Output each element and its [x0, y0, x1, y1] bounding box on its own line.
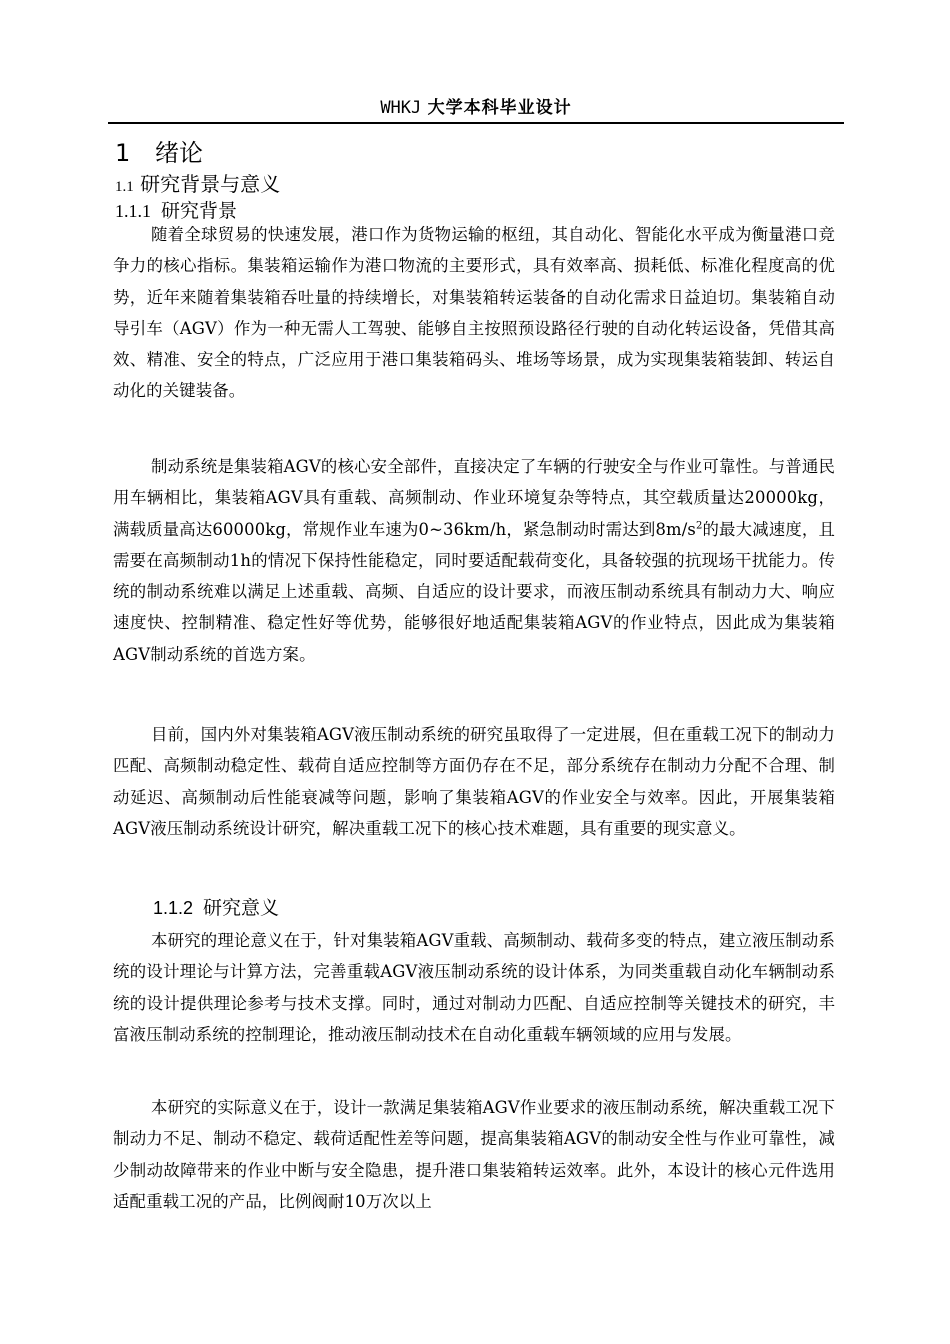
- subsection-number: 1.1.1: [115, 201, 151, 221]
- paragraph-background-2: [113, 451, 835, 670]
- section-number: 1.1: [115, 179, 134, 195]
- subsection-title: 研究背景: [161, 200, 238, 222]
- superscript: 2: [695, 520, 703, 532]
- subsection-heading-significance: [153, 893, 279, 923]
- subsection-title: 研究意义: [203, 897, 280, 919]
- paragraph-background-1: 随着全球贸易的快速发展，港口作为货物运输的枢纽，其自动化、智能化水平成为衡量港口竞争力的核心指标。集装箱运输作为港口物流的主要形式，具有效率高、损耗低、标准化程度高的优势，近年来随着集装箱吞吐量的持续增长，对集装箱转运装备的自动化需求日益迫切。集装箱自动导引车（AGV）作为一种无需人工驾驶、能够自主按照预设路径行驶的自动化转运设备，凭借其高效、精准、安全的特点，广泛应用于港口集装箱码头、堆场等场景，成为实现集装箱装卸、转运自动化的关键装备。: [113, 225, 835, 401]
- paragraph-text: 的最大减速度，且需要在高频制动1h的情况下保持性能稳定，同时要适配载荷变化，具备较强的抗现场干扰能力。传统的制动系统难以满足上述重载、高频、自适应的设计要求，而液压制动系统具有制动力大、响应速度快、控制精准、稳定性好等优势，能够很好地适配集装箱AGV的作业特点，因此成为集装箱AGV制动系统的首选方案。: [113, 519, 835, 664]
- paragraph-significance-2: 本研究的实际意义在于，设计一款满足集装箱AGV作业要求的液压制动系统，解决重载工况下制动力不足、制动不稳定、载荷适配性差等问题，提高集装箱AGV的制动安全性与作业可靠性，减少制动故障带来的作业中断与安全隐患，提升港口集装箱转运效率。此外，本设计的核心元件选用适配重载工况的产品，比例阀耐10万次以上: [113, 1098, 835, 1211]
- paragraph-text: 制动系统是集装箱AGV的核心安全部件，直接决定了车辆的行驶安全与作业可靠性。与普通民用车辆相比，集装箱AGV具有重载、高频制动、作业环境复杂等特点，其空载质量达20000kg，满载质量高达60000kg，常规作业车速为0~36km/h，紧急制动时需达到8m/s: [113, 457, 835, 539]
- subsection-number: 1.1.2: [153, 898, 194, 918]
- header-divider: [108, 122, 844, 124]
- chapter-number: 1: [115, 139, 131, 167]
- chapter-heading: [115, 136, 203, 170]
- section-title: 研究背景与意义: [140, 172, 281, 196]
- header-school-abbrev: WHKJ: [380, 98, 422, 118]
- header-title: 大学本科毕业设计: [427, 98, 572, 118]
- chapter-title: 绪论: [155, 139, 203, 167]
- running-header: [108, 96, 844, 120]
- paragraph-significance-1: 本研究的理论意义在于，针对集装箱AGV重载、高频制动、载荷多变的特点，建立液压制动系统的设计理论与计算方法，完善重载AGV液压制动系统的设计体系，为同类重载自动化车辆制动系统的设计提供理论参考与技术支撑。同时，通过对制动力匹配、自适应控制等关键技术的研究，丰富液压制动系统的控制理论，推动液压制动技术在自动化重载车辆领域的应用与发展。: [113, 931, 835, 1044]
- paragraph-background-3: 目前，国内外对集装箱AGV液压制动系统的研究虽取得了一定进展，但在重载工况下的制动力匹配、高频制动稳定性、载荷自适应控制等方面仍存在不足，部分系统存在制动力分配不合理、制动延迟、高频制动后性能衰减等问题，影响了集装箱AGV的作业安全与效率。因此，开展集装箱AGV液压制动系统设计研究，解决重载工况下的核心技术难题，具有重要的现实意义。: [113, 725, 835, 838]
